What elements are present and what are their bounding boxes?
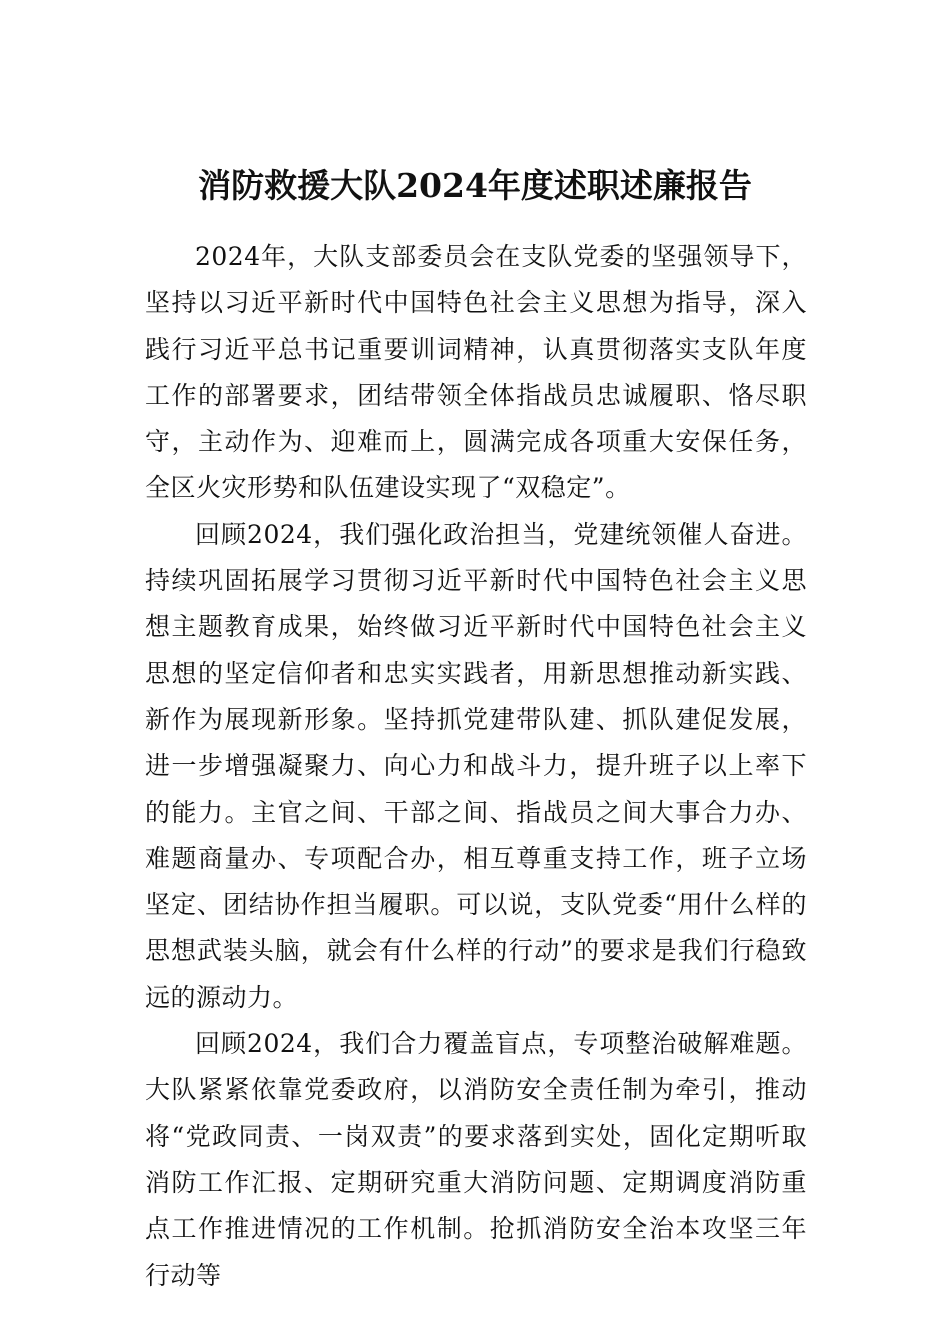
- document-body: [145, 234, 807, 1299]
- paragraph-intro: 2024年，大队支部委员会在支队党委的坚强领导下，坚持以习近平新时代中国特色社会主义思想为指导，深入践行习近平总书记重要训词精神，认真贯彻落实支队年度工作的部署要求，团结带领全体指战员忠诚履职、恪尽职守，主动作为、迎难而上，圆满完成各项重大安保任务，全区火灾形势和队伍建设实现了“双稳定”。: [145, 242, 807, 503]
- paragraph-special-rectification: 回顾2024，我们合力覆盖盲点，专项整治破解难题。大队紧紧依靠党委政府，以消防安全责任制为牵引，推动将“党政同责、一岗双责”的要求落到实处，固化定期听取消防工作汇报、定期研究重大消防问题、定期调度消防重点工作推进情况的工作机制。抢抓消防安全治本攻坚三年行动等: [145, 1029, 807, 1290]
- document-title: 消防救援大队2024年度述职述廉报告: [198, 166, 752, 205]
- paragraph-party-building: 回顾2024，我们强化政治担当，党建统领催人奋进。持续巩固拓展学习贯彻习近平新时代中国特色社会主义思想主题教育成果，始终做习近平新时代中国特色社会主义思想的坚定信仰者和忠实实践者，用新思想推动新实践、新作为展现新形象。坚持抓党建带队建、抓队建促发展，进一步增强凝聚力、向心力和战斗力，提升班子以上率下的能力。主官之间、干部之间、指战员之间大事合力办、难题商量办、专项配合办，相互尊重支持工作，班子立场坚定、团结协作担当履职。可以说，支队党委“用什么样的思想武装头脑，就会有什么样的行动”的要求是我们行稳致远的源动力。: [145, 519, 807, 1012]
